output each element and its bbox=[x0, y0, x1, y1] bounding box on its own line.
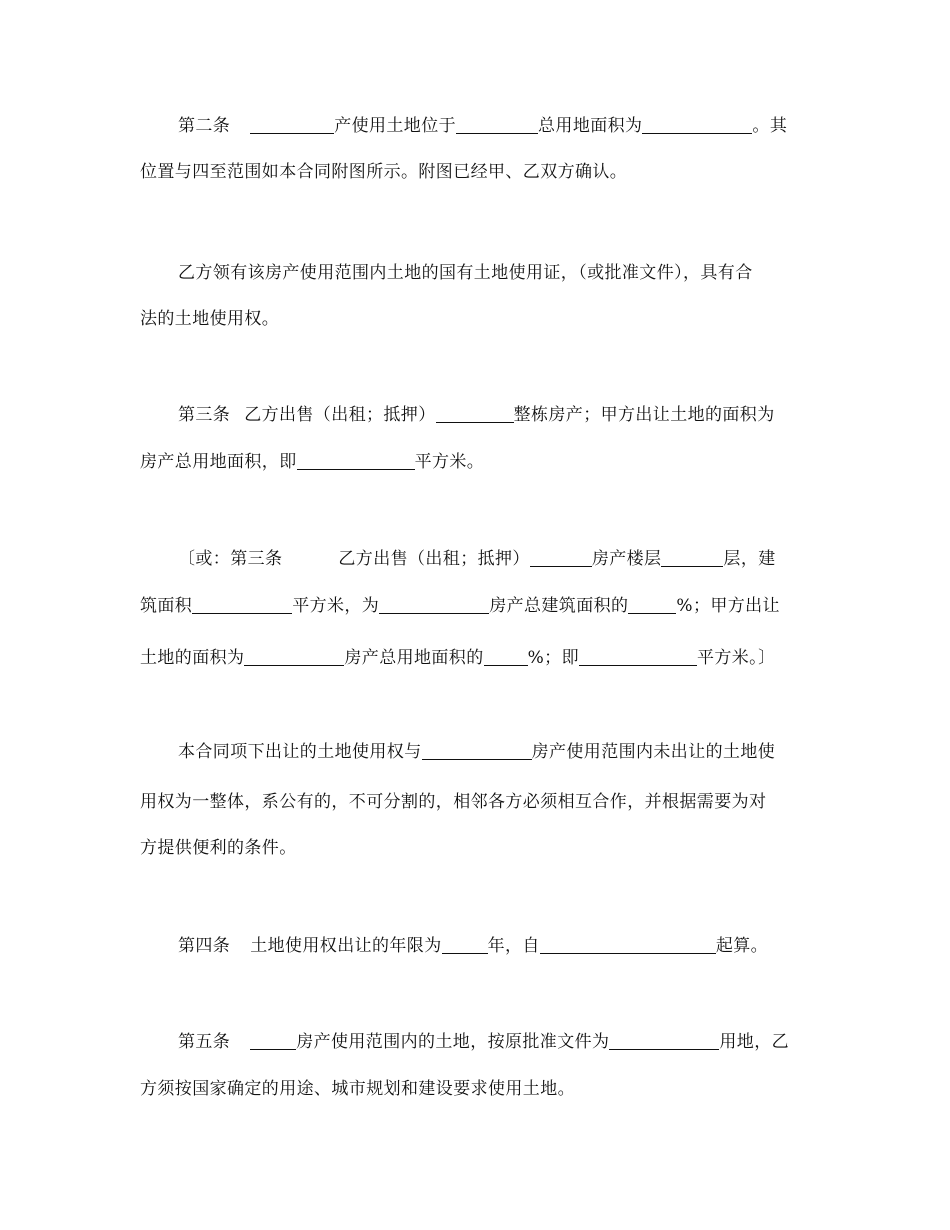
article-label: 第五条 bbox=[178, 1032, 231, 1052]
blank-field[interactable] bbox=[244, 649, 344, 666]
blank-field[interactable] bbox=[661, 550, 723, 567]
blank-field[interactable] bbox=[530, 550, 592, 567]
article3-line1: 第三条 乙方出售（出租；抵押） 整栋房产；甲方出让土地的面积为 bbox=[178, 405, 775, 425]
blank-field[interactable] bbox=[456, 117, 538, 134]
whole-paragraph-line1: 本合同项下出让的土地使用权与 房产使用范围内未出让的土地使 bbox=[178, 742, 776, 762]
article3-alt-line1: 〔或：第三条 乙方出售（出租；抵押） 房产楼层 层，建 bbox=[178, 549, 776, 569]
blank-field[interactable] bbox=[250, 117, 334, 134]
blank-field[interactable] bbox=[250, 1033, 296, 1050]
blank-field[interactable] bbox=[192, 597, 292, 614]
blank-field[interactable] bbox=[540, 937, 716, 954]
blank-field[interactable] bbox=[642, 117, 752, 134]
blank-field[interactable] bbox=[379, 597, 489, 614]
whole-paragraph-line3: 方提供便利的条件。 bbox=[140, 838, 297, 858]
article2-line2: 位置与四至范围如本合同附图所示。附图已经甲、乙双方确认。 bbox=[140, 162, 628, 182]
blank-field[interactable] bbox=[297, 453, 415, 470]
article-label: 第四条 bbox=[178, 936, 231, 956]
blank-field[interactable] bbox=[422, 743, 532, 760]
whole-paragraph-line2: 用权为一整体，系公有的，不可分割的，相邻各方必须相互合作，并根据需要为对 bbox=[140, 792, 767, 812]
blank-field[interactable] bbox=[442, 937, 488, 954]
article3-alt-line2: 筑面积 平方米，为 房产总建筑面积的 %；甲方出让 bbox=[140, 596, 780, 616]
article3-line2: 房产总用地面积，即 平方米。 bbox=[140, 452, 485, 472]
blank-field[interactable] bbox=[628, 597, 676, 614]
article-label: 第二条 bbox=[178, 116, 231, 136]
blank-field[interactable] bbox=[579, 649, 697, 666]
article-label: 第三条 bbox=[178, 405, 231, 425]
article3-alt-line3: 土地的面积为 房产总用地面积的 %；即 平方米。〕 bbox=[140, 648, 776, 668]
article5-line2: 方须按国家确定的用途、城市规划和建设要求使用土地。 bbox=[140, 1079, 575, 1099]
blank-field[interactable] bbox=[484, 649, 528, 666]
article5-line1: 第五条 房产使用范围内的土地，按原批准文件为 用地，乙 bbox=[178, 1032, 790, 1052]
article2-line1: 第二条 产使用土地位于 总用地面积为 。其 bbox=[178, 116, 788, 136]
cert-paragraph-line1: 乙方领有该房产使用范围内土地的国有土地使用证，（或批准文件），具有合 bbox=[178, 263, 753, 283]
article4-line: 第四条 土地使用权出让的年限为 年，自 起算。 bbox=[178, 936, 769, 956]
cert-paragraph-line2: 法的土地使用权。 bbox=[140, 309, 280, 329]
blank-field[interactable] bbox=[609, 1033, 719, 1050]
blank-field[interactable] bbox=[436, 406, 514, 423]
